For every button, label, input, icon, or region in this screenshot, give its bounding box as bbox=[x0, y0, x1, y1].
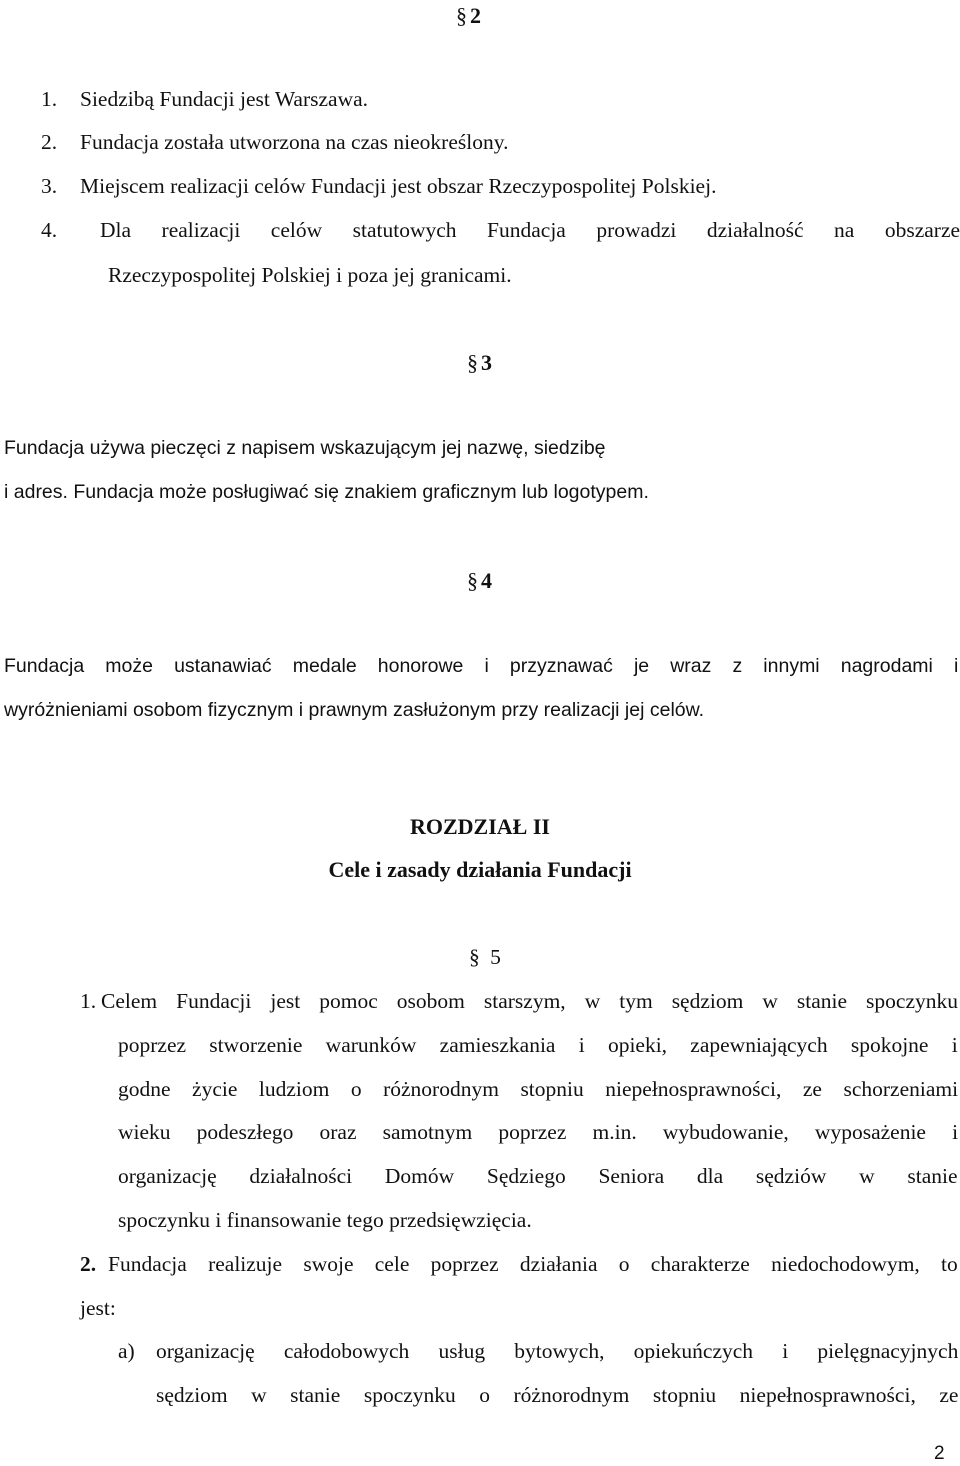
list-number: 2. bbox=[80, 1252, 97, 1276]
list-item-line: jest: bbox=[80, 1296, 116, 1320]
list-number: 2. bbox=[41, 130, 58, 154]
section-heading-5 bbox=[469, 943, 501, 971]
paragraph-line: Fundacja może ustanawiać medale honorowe i przyznawać je wraz z innymi nagrodami i bbox=[4, 655, 959, 677]
section-mark: § bbox=[467, 568, 478, 593]
list-item-continuation: Rzeczypospolitej Polskiej i poza jej granicami. bbox=[108, 263, 512, 287]
list-item: Fundacja została utworzona na czas nieokreślony. bbox=[80, 130, 509, 154]
section-heading-4 bbox=[467, 567, 492, 595]
paragraph-line: Fundacja używa pieczęci z napisem wskazującym jej nazwę, siedzibę bbox=[4, 437, 606, 459]
paragraph-line: i adres. Fundacja może posługiwać się znakiem graficznym lub logotypem. bbox=[4, 481, 649, 503]
list-item-line: godne życie ludziom o różnorodnym stopniu niepełnosprawności, ze schorzeniami bbox=[118, 1077, 959, 1101]
section-heading-2 bbox=[456, 2, 481, 30]
section-number: 3 bbox=[481, 350, 492, 375]
section-mark: § bbox=[467, 350, 478, 375]
section-number: 5 bbox=[490, 945, 501, 969]
list-item: Siedzibą Fundacji jest Warszawa. bbox=[80, 87, 369, 111]
chapter-title: ROZDZIAŁ II bbox=[410, 814, 550, 839]
list-item-line: organizację działalności Domów Sędziego Seniora dla sędziów w stanie bbox=[118, 1164, 958, 1188]
section-number: 2 bbox=[470, 3, 481, 28]
list-number: 3. bbox=[41, 174, 58, 198]
section-number: 4 bbox=[481, 568, 492, 593]
paragraph-line: wyróżnieniami osobom fizycznym i prawnym zasłużonym przy realizacji jej celów. bbox=[4, 699, 705, 721]
list-letter: a) bbox=[118, 1339, 135, 1363]
list-item-line: spoczynku i finansowanie tego przedsięwzięcia. bbox=[118, 1208, 532, 1232]
list-item-line: sędziom w stanie spoczynku o różnorodnym stopniu niepełnosprawności, ze bbox=[156, 1383, 959, 1407]
list-item: Miejscem realizacji celów Fundacji jest obszar Rzeczypospolitej Polskiej. bbox=[80, 174, 717, 198]
list-item-line: organizację całodobowych usług bytowych, opiekuńczych i pielęgnacyjnych bbox=[156, 1339, 959, 1363]
section-mark: § bbox=[469, 945, 480, 969]
list-item-line: Fundacja realizuje swoje cele poprzez działania o charakterze niedochodowym, to bbox=[108, 1252, 958, 1276]
list-item-line: poprzez stworzenie warunków zamieszkania i opieki, zapewniających spokojne i bbox=[118, 1033, 958, 1057]
list-number: 1. bbox=[41, 87, 58, 111]
list-item-line: wieku podeszłego oraz samotnym poprzez m.in. wybudowanie, wyposażenie i bbox=[118, 1120, 959, 1144]
list-number: 1. bbox=[80, 989, 97, 1013]
section-mark: § bbox=[456, 3, 467, 28]
list-number: 4. bbox=[41, 218, 58, 242]
list-item-line: Celem Fundacji jest pomoc osobom starszym, w tym sędziom w stanie spoczynku bbox=[101, 989, 959, 1013]
list-item: Dla realizacji celów statutowych Fundacja prowadzi działalność na obszarze bbox=[100, 218, 960, 242]
chapter-subtitle: Cele i zasady działania Fundacji bbox=[328, 857, 632, 882]
section-heading-3 bbox=[467, 349, 492, 377]
page-number: 2 bbox=[934, 1443, 945, 1464]
